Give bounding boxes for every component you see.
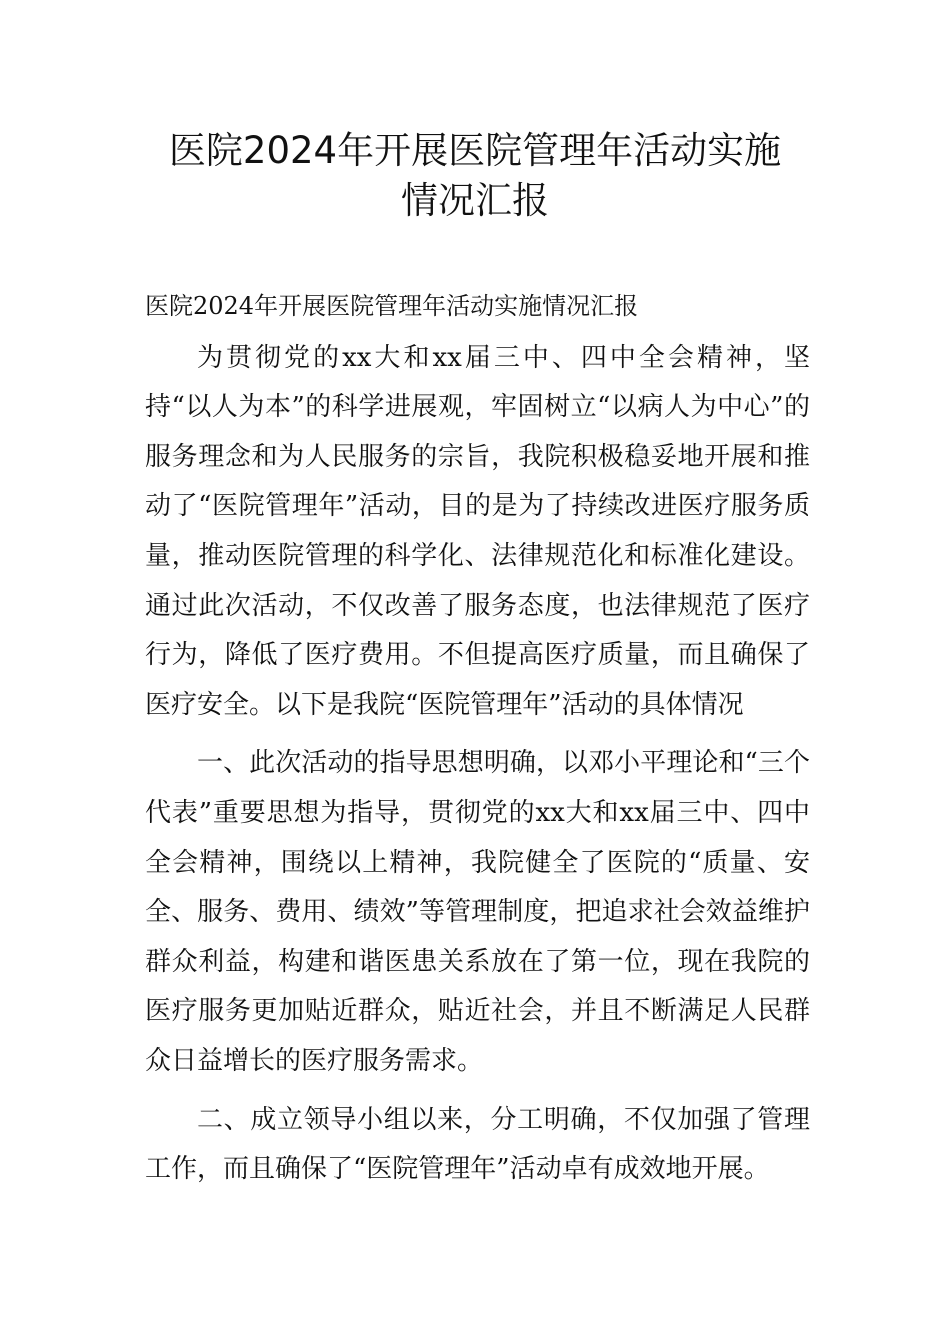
- paragraph-intro: 为贯彻党的xx大和xx届三中、四中全会精神，坚持“以人为本”的科学进展观，牢固树立“以病人为中心”的服务理念和为人民服务的宗旨，我院积极稳妥地开展和推动了“医院管理年”活动，目的是为了持续改进医疗服务质量，推动医院管理的科学化、法律规范化和标准化建设。通过此次活动，不仅改善了服务态度，也法律规范了医疗行为，降低了医疗费用。不但提高医疗质量，而且确保了医疗安全。以下是我院“医院管理年”活动的具体情况: [145, 342, 810, 720]
- paragraph-section-1: 一、此次活动的指导思想明确，以邓小平理论和“三个代表”重要思想为指导，贯彻党的xx大和xx届三中、四中全会精神，围绕以上精神，我院健全了医院的“质量、安全、服务、费用、绩效”等管理制度，把追求社会效益维护群众利益，构建和谐医患关系放在了第一位，现在我院的医疗服务更加贴近群众，贴近社会，并且不断满足人民群众日益增长的医疗服务需求。: [145, 748, 810, 1076]
- document-body: [145, 282, 810, 1204]
- title-line-1: 医院2024年开展医院管理年活动实施: [168, 129, 782, 172]
- document-subtitle: 医院2024年开展医院管理年活动实施情况汇报: [145, 292, 639, 320]
- paragraph-section-2: 二、成立领导小组以来，分工明确，不仅加强了管理工作，而且确保了“医院管理年”活动卓有成效地开展。: [145, 1104, 810, 1185]
- title-line-2: 情况汇报: [401, 179, 549, 222]
- document-title: [120, 126, 830, 226]
